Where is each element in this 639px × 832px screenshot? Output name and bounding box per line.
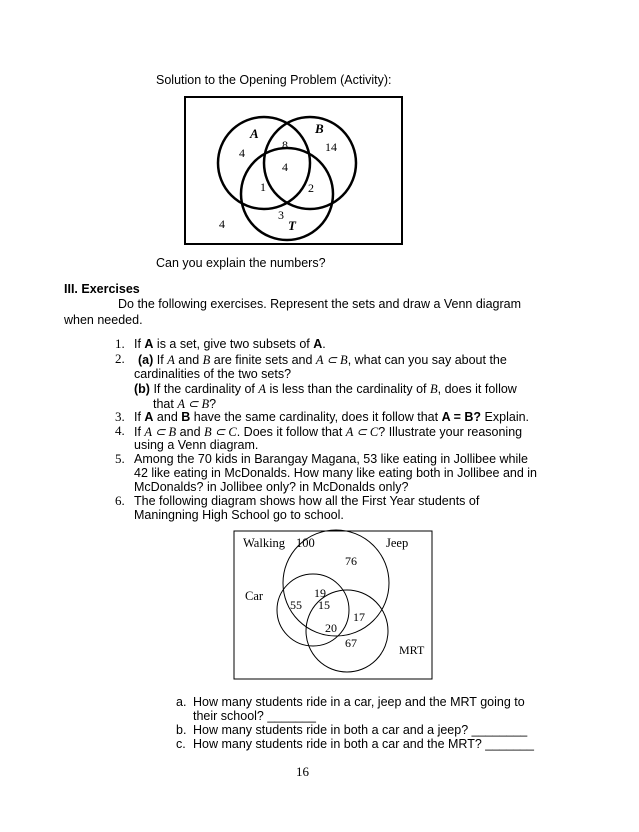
bold-run: (b) [134,382,150,396]
text-run: Explain. [481,410,530,424]
venn2-walking-label: Walking [243,536,286,550]
exercise-2a-line2: cardinalities of the two sets? [134,367,292,381]
text-run: have the same cardinality, does it follow that [190,410,442,424]
venn1-region-t-only: 3 [278,208,284,222]
bold-run: A [144,410,154,424]
venn1-region-ab: 8 [282,138,288,152]
section-heading: III. Exercises [64,282,140,296]
exercise-1-number: 1. [115,336,125,351]
venn2-jeep-label: Jeep [386,536,409,550]
text-run: ? Illustrate your reasoning [378,425,523,439]
instructions-line1: Do the following exercises. Represent the sets and draw a Venn diagram [118,297,522,311]
exercise-6-number: 6. [115,493,125,508]
bold-run: (a) [138,353,154,367]
venn1-label-b: B [315,121,324,136]
math-run: B [429,382,438,396]
venn2-car-label: Car [245,589,264,603]
question-a-line1: How many students ride in a car, jeep and the MRT going to [193,695,525,709]
exercise-6-line2: Maningning High School go to school. [134,508,344,522]
text-run: If [153,353,168,367]
math-run: B [202,353,211,367]
venn1-region-abt: 4 [282,160,288,174]
text-run: , does it follow [437,382,517,396]
text-run: If the cardinality of [149,382,259,396]
explain-question: Can you explain the numbers? [156,256,326,270]
venn2-region-car-only: 55 [290,598,302,612]
venn1-region-a-only: 4 [239,146,245,160]
text-run: is a set, give two subsets of [153,337,314,351]
exercise-6-line1: The following diagram shows how all the First Year students of [134,494,480,508]
math-run: A ⊂ B [177,397,210,411]
exercise-2-number: 2. [115,351,125,366]
venn1-label-a: A [250,126,259,141]
venn1-region-outside: 4 [219,217,225,231]
math-run: A [167,353,175,367]
question-c-label: c. [176,737,186,751]
math-run: A ⊂ B [144,425,177,439]
text-run: and [176,425,205,439]
math-run: A [258,382,266,396]
text-run: are finite sets and [210,353,316,367]
venn2-region-all-three: 15 [318,598,330,612]
bold-run: A [313,337,323,351]
venn2-walking-value: 100 [296,536,315,550]
venn1-region-at: 1 [260,180,266,194]
text-run: If [134,337,145,351]
text-run: is less than the cardinality of [266,382,430,396]
exercise-5-number: 5. [115,451,125,466]
text-run: that [153,397,178,411]
math-run: B ⊂ C [204,425,237,439]
math-run: A ⊂ B [315,353,348,367]
question-c-text: How many students ride in both a car and the MRT? _______ [193,737,534,751]
venn1-label-t: T [288,218,296,233]
bold-run: A = B? [441,410,482,424]
math-run: A ⊂ C [345,425,379,439]
solution-title: Solution to the Opening Problem (Activity): [156,73,392,87]
venn2-region-jeep-only: 76 [345,554,357,568]
text-run: If [134,425,145,439]
exercise-5-line1: Among the 70 kids in Barangay Magana, 53 like eating in Jollibee while [134,452,528,466]
venn2-region-car-jeep: 19 [314,586,326,600]
exercise-5-line3: McDonalds? in Jollibee only? in McDonalds only? [134,480,409,494]
question-b-text: How many students ride in both a car and a jeep? ________ [193,723,528,737]
venn1-region-b-only: 14 [325,140,337,154]
question-a-line2: their school? _______ [193,709,317,723]
text-run: If [134,410,145,424]
text-run: . [322,337,326,351]
text-run: and [153,410,182,424]
exercise-5-line2: 42 like eating in McDonalds. How many like eating both in Jollibee and in [134,466,538,480]
instructions-line2: when needed. [64,313,143,327]
text-run: . Does it follow that [236,425,346,439]
question-b-label: b. [176,723,187,737]
venn2-region-car-mrt: 20 [325,621,337,635]
venn2-mrt-label: MRT [399,643,425,657]
venn1-region-bt: 2 [308,181,314,195]
bold-run: A [144,337,154,351]
exercise-4-number: 4. [115,423,125,438]
exercise-3-number: 3. [115,409,125,424]
question-a-label: a. [176,695,187,709]
venn2-region-jeep-mrt: 17 [353,610,365,624]
text-run: ? [209,397,217,411]
text-run: , what can you say about the [347,353,507,367]
page-number: 16 [296,764,309,779]
text-run: and [174,353,203,367]
venn2-circle-car [277,574,349,646]
venn2-region-mrt-only: 67 [345,636,357,650]
bold-run: B [181,410,191,424]
exercise-4-line2: using a Venn diagram. [134,438,259,452]
